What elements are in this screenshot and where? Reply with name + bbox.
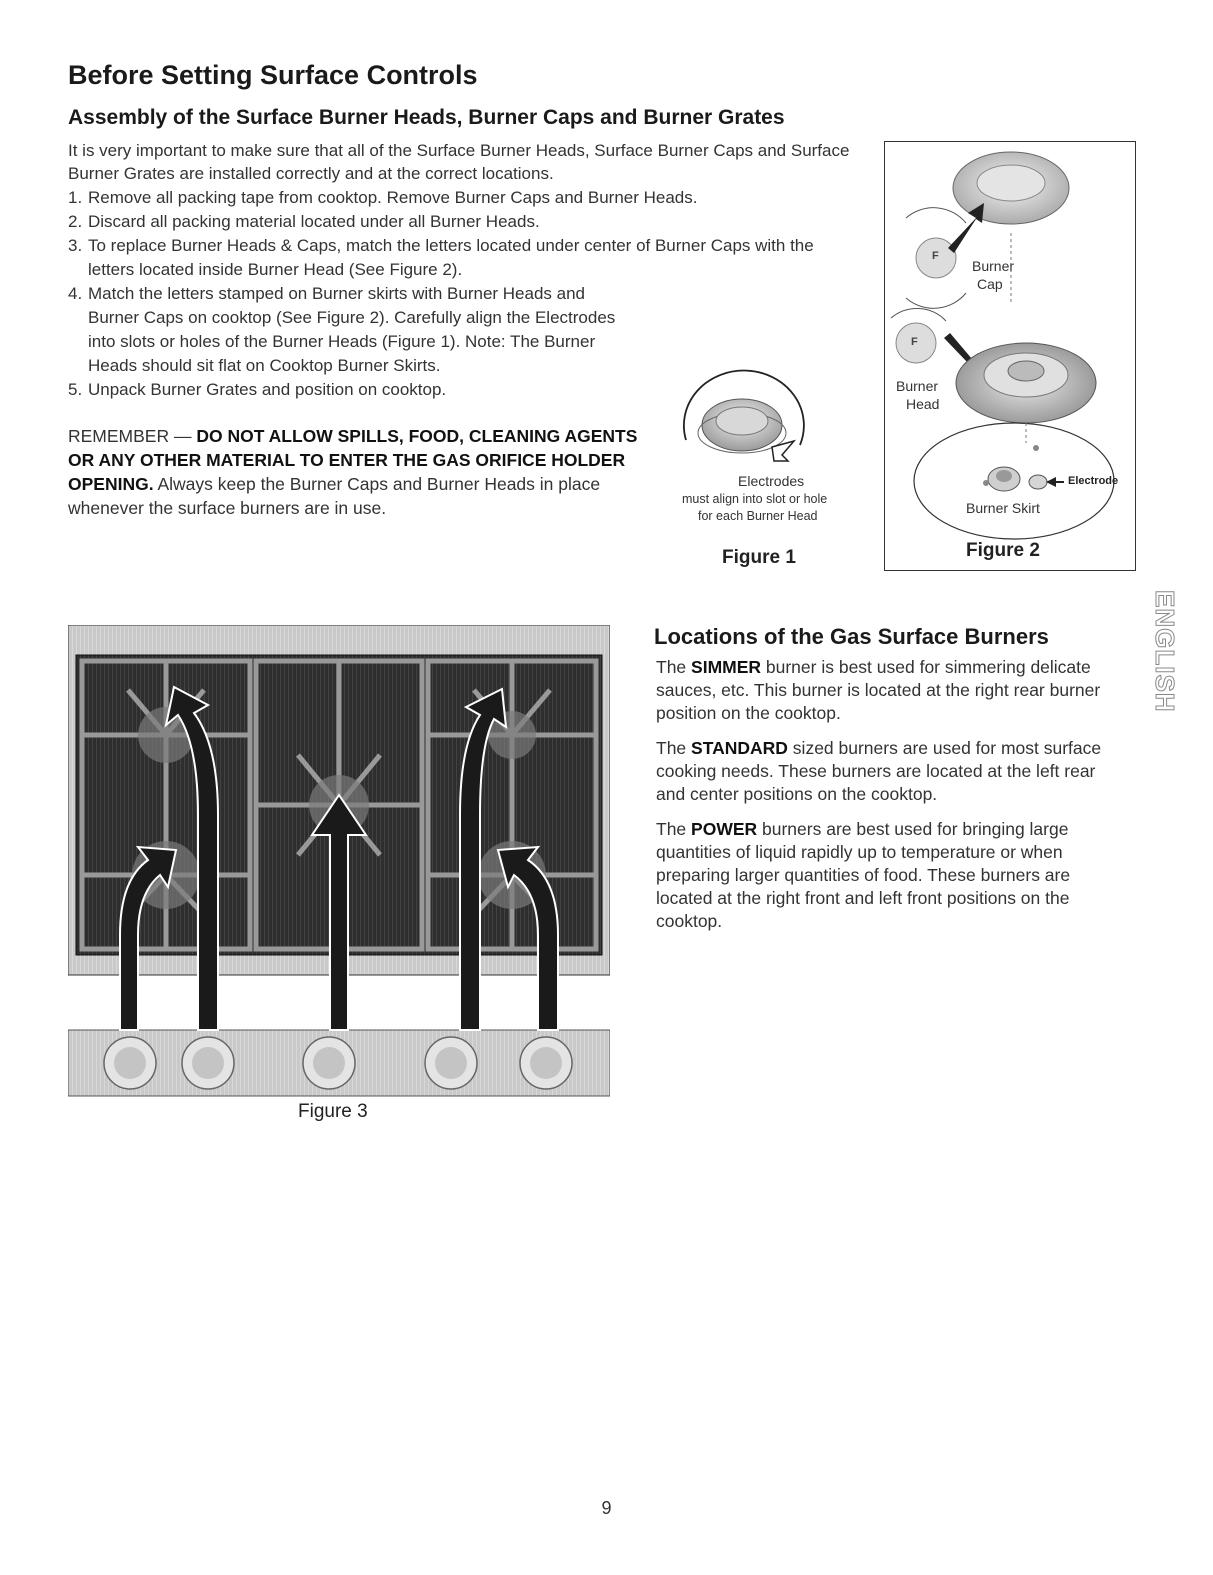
power-post: burners are best used for bringing large quantities of liquid rapidly up to temperature or when preparing larger quantities of food. These burners are located at the right front and left front positions on the cooktop.: [656, 819, 1071, 931]
remember-suffix: Always keep the Burner Caps and Burner Heads in place whenever the surface burners are in use.: [68, 474, 601, 518]
locations-title: Locations of the Gas Surface Burners: [654, 624, 1049, 649]
simmer-bold: SIMMER: [691, 657, 762, 677]
figure2-cap-label-2: Cap: [977, 276, 1003, 292]
step-text: Match the letters stamped on Burner skirts with Burner Heads and Burner Caps on cooktop (See Figure 2). Carefully align the Electrodes into slots or holes of the Burner Heads (Figure 1). Note: The Burner Heads should sit flat on Cooktop Burner Skirts.: [88, 284, 616, 375]
figure2-cap-letter: F: [932, 250, 939, 262]
section-subheading: Assembly of the Surface Burner Heads, Burner Caps and Burner Grates: [68, 106, 785, 129]
intro-paragraph: It is very important to make sure that all of the Surface Burner Heads, Surface Burner Caps and Surface Burner Grates are installed correctly and at the correct locations.: [68, 141, 850, 183]
power-pre: The: [656, 819, 692, 839]
step-3: [68, 234, 858, 282]
remember-warning-bold: DO NOT ALLOW SPILLS, FOOD, CLEANING AGENTS OR ANY OTHER MATERIAL TO ENTER THE GAS ORIFICE HOLDER OPENING.: [68, 426, 638, 494]
standard-post: sized burners are used for most surface cooking needs. These burners are located at the left rear and center positions on the cooktop.: [656, 738, 1102, 804]
standard-bold: STANDARD: [691, 738, 788, 758]
figure2-cap-label-1: Burner: [972, 258, 1015, 274]
step-text: Discard all packing material located under all Burner Heads.: [88, 212, 540, 231]
step-number: 3.: [68, 236, 83, 255]
figure1-note-line2: for each Burner Head: [698, 509, 818, 523]
step-text: To replace Burner Heads & Caps, match the letters located under center of Burner Caps with the letters located inside Burner Head (See Figure 2).: [88, 236, 814, 279]
simmer-pre: The: [656, 657, 692, 677]
figure2-caption: Figure 2: [966, 540, 1040, 561]
figure3-caption: Figure 3: [298, 1101, 368, 1122]
figure1-illustration: [664, 365, 824, 485]
simmer-post: burner is best used for simmering delicate sauces, etc. This burner is located at the right rear burner position on the cooktop.: [656, 657, 1101, 723]
step-number: 5.: [68, 380, 83, 399]
power-paragraph: [656, 818, 1126, 933]
step-number: 1.: [68, 188, 83, 207]
figure1-caption: Figure 1: [722, 547, 796, 568]
figure2-head-letter: F: [911, 336, 918, 348]
figure2-electrode-label: Electrode: [1068, 475, 1119, 487]
figure2-skirt-label: Burner Skirt: [966, 500, 1040, 516]
page-number: 9: [601, 1498, 612, 1518]
step-2: [68, 210, 858, 234]
figure1-note-line1: must align into slot or hole: [682, 492, 828, 506]
page-heading: Before Setting Surface Controls: [68, 60, 478, 90]
figure2-head-label-1: Burner: [896, 378, 939, 394]
remember-prefix: REMEMBER —: [68, 426, 197, 446]
language-side-tab: [1152, 590, 1180, 730]
figure1-electrodes-label: Electrodes: [738, 473, 805, 489]
figure2-head-label-2: Head: [906, 396, 940, 412]
step-1: [68, 186, 858, 210]
step-number: 4.: [68, 284, 83, 303]
step-number: 2.: [68, 212, 83, 231]
figure3-cooktop-illustration: [68, 625, 610, 1097]
standard-pre: The: [656, 738, 692, 758]
remember-warning: [68, 424, 648, 520]
step-4: [68, 282, 628, 378]
power-bold: POWER: [691, 819, 758, 839]
step-text: Unpack Burner Grates and position on cooktop.: [88, 380, 447, 399]
side-tab-label: ENGLISH: [1150, 590, 1180, 713]
step-text: Remove all packing tape from cooktop. Remove Burner Caps and Burner Heads.: [88, 188, 698, 207]
standard-paragraph: [656, 737, 1126, 806]
simmer-paragraph: [656, 656, 1126, 725]
